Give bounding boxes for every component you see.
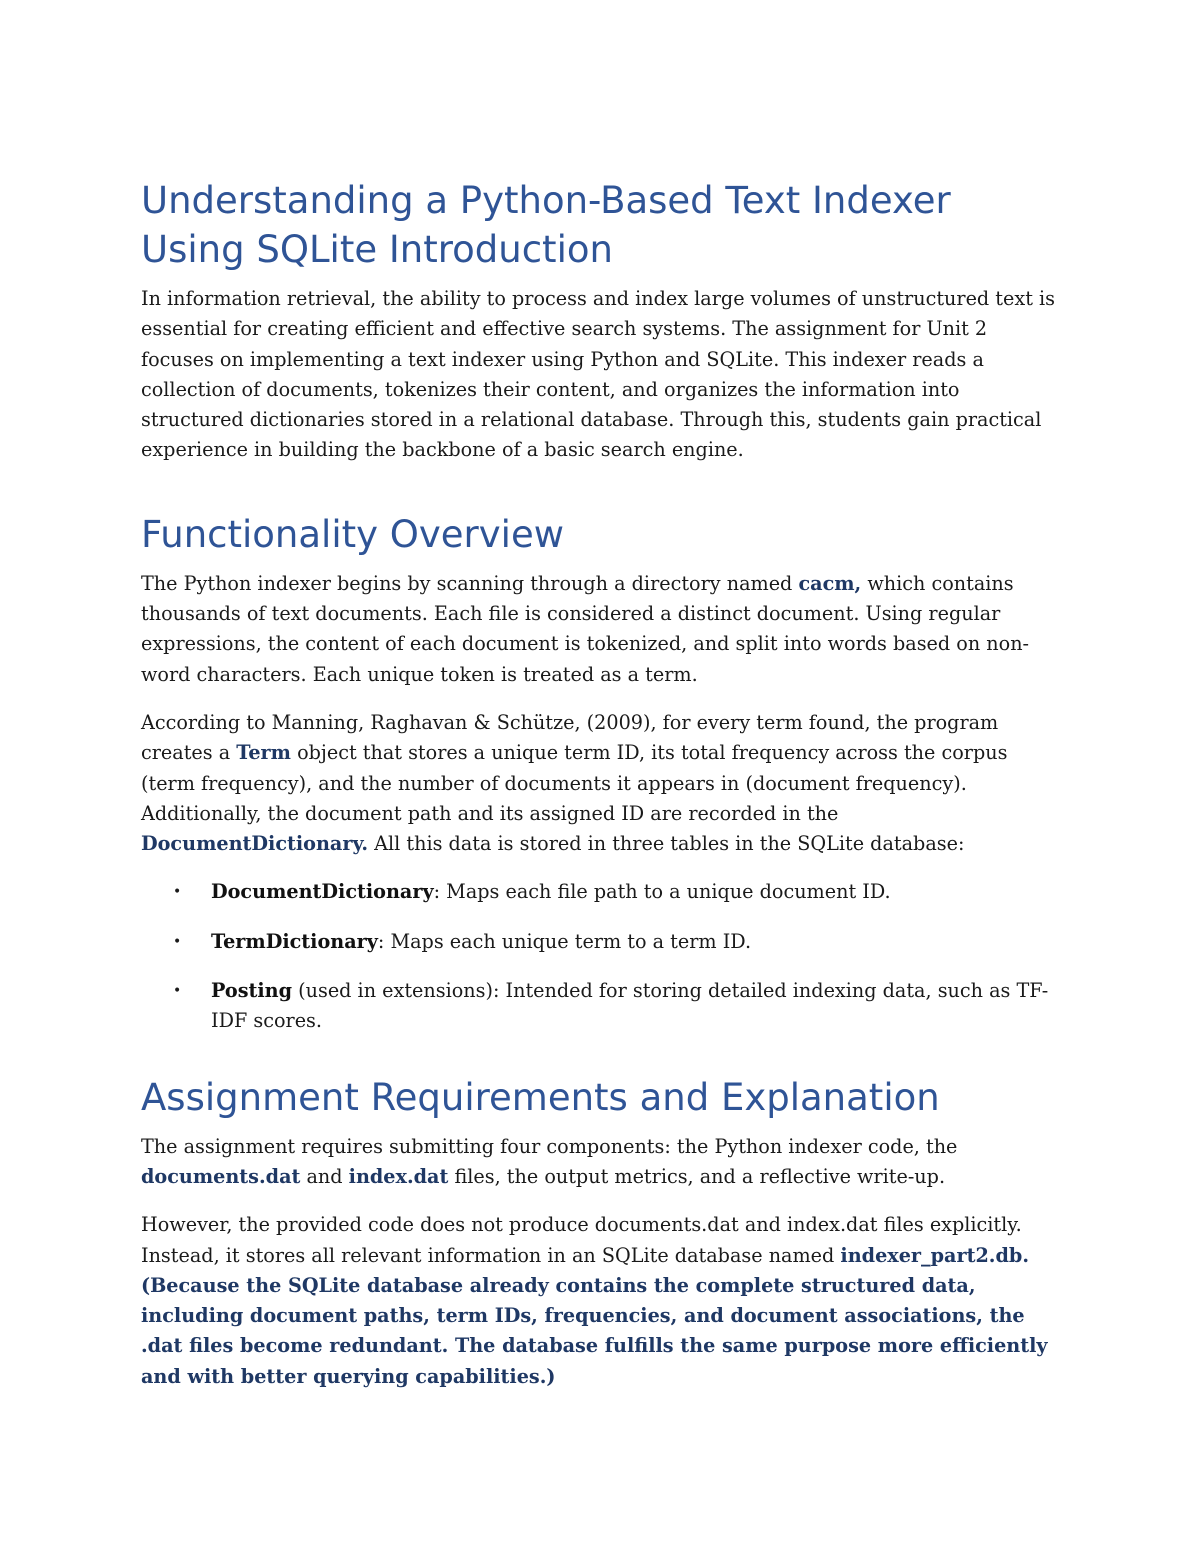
keyword-index-dat: index.dat <box>348 1164 449 1188</box>
intro-paragraph: In information retrieval, the ability to process and index large volumes of unstructured text is essential for creating efficient and effective search systems. The assignment for Unit 2 focuses on implementing a text indexer using Python and SQLite. This indexer reads a collection of documents, tokenizes their content, and organizes the information into structured dictionaries stored in a relational database. Through this, students gain practical experience in building the backbone of a basic search engine. <box>141 287 1055 462</box>
keyword-term: Term <box>236 741 291 765</box>
functionality-paragraph-1: The Python indexer begins by scanning through a directory named cacm, which contains thousands of text documents. Each file is considered a distinct document. Using regular expressions, the content of each document is tokenized, and split into words based on non-word characters. Each unique token is treated as a term. <box>141 571 1030 686</box>
document-body <box>141 176 1061 1392</box>
list-item: • Posting (used in extensions): Intended for storing detailed indexing data, such as TF-IDF scores. <box>141 976 1061 1037</box>
list-item-term: DocumentDictionary <box>211 880 434 904</box>
list-item-term: Posting <box>211 979 293 1003</box>
section-heading-requirements: Assignment Requirements and Explanation <box>141 1075 940 1119</box>
list-item-term: TermDictionary <box>211 929 378 953</box>
requirements-paragraph-2: However, the provided code does not produce documents.dat and index.dat files explicitly. Instead, it stores all relevant information in an SQLite database named indexer_part2.db. (Because the SQLite database already contains the complete structured data, including document paths, term IDs, frequencies, and document associations, the .dat files become redundant. The database fulfills the same purpose more efficiently and with better querying capabilities.) <box>141 1213 1048 1388</box>
requirements-paragraph-1: The assignment requires submitting four components: the Python indexer code, the documents.dat and index.dat files, the output metrics, and a reflective write-up. <box>141 1134 958 1188</box>
functionality-paragraph-2: According to Manning, Raghavan & Schütze, (2009), for every term found, the program creates a Term object that stores a unique term ID, its total frequency across the corpus (term frequency), and the number of documents it appears in (document frequency). Additionally, the document path and its assigned ID are recorded in the DocumentDictionary. All this data is stored in three tables in the SQLite database: <box>141 710 1008 856</box>
list-item: • DocumentDictionary: Maps each file path to a unique document ID. <box>141 877 1061 907</box>
explanatory-note: (Because the SQLite database already contains the complete structured data, including document paths, term IDs, frequencies, and document associations, the .dat files become redundant. The database fulfills the same purpose more efficiently and with better querying capabilities.) <box>141 1273 1048 1388</box>
bullet-icon: • <box>173 933 182 950</box>
tables-list <box>141 877 1061 1036</box>
document-title: Understanding a Python-Based Text Indexer Using SQLite Introduction <box>141 179 951 271</box>
bullet-icon: • <box>173 884 182 901</box>
keyword-cacm: cacm, <box>798 571 862 595</box>
list-item: • TermDictionary: Maps each unique term to a term ID. <box>141 927 1061 957</box>
section-heading-functionality: Functionality Overview <box>141 512 564 556</box>
keyword-documents-dat: documents.dat <box>141 1164 301 1188</box>
keyword-indexer-db: indexer_part2.db. <box>840 1243 1029 1267</box>
bullet-icon: • <box>173 983 182 1000</box>
keyword-documentdictionary: DocumentDictionary. <box>141 832 369 856</box>
